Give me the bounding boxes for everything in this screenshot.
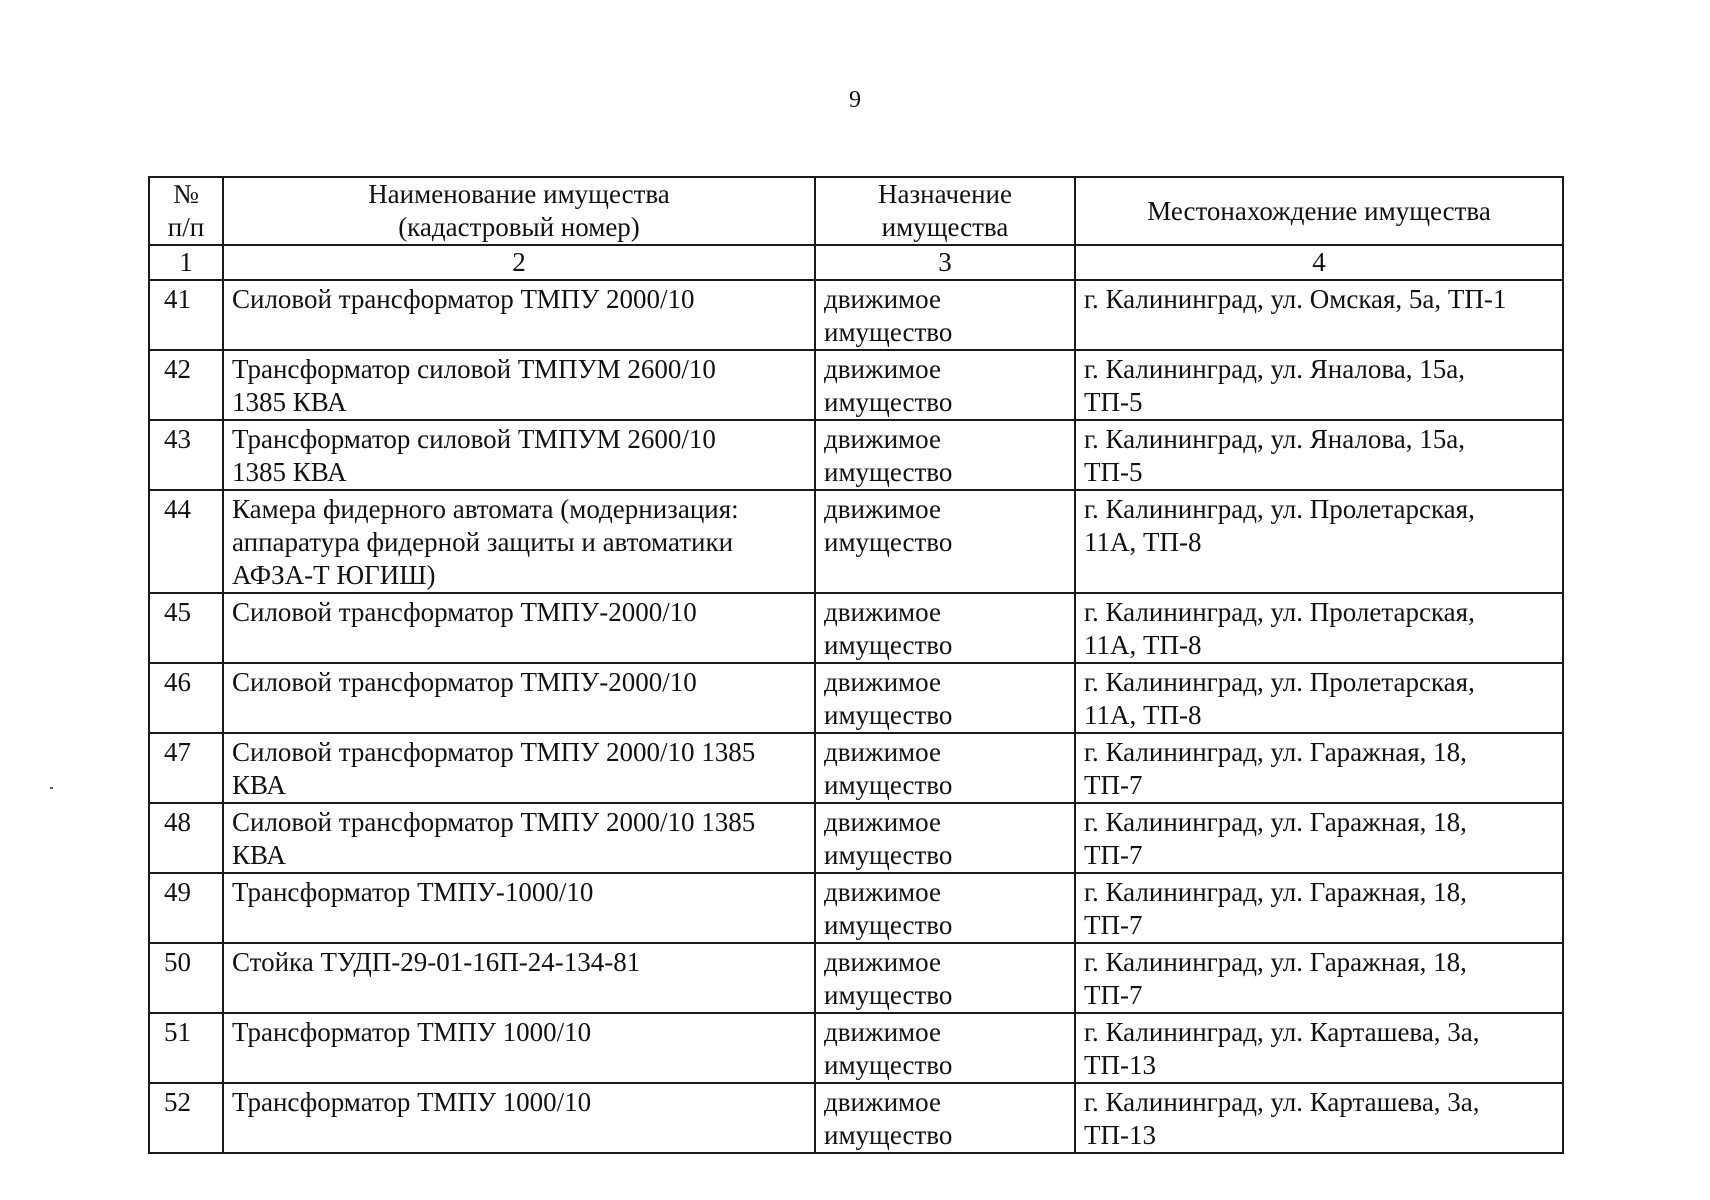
text-line: Силовой трансформатор ТМПУ-2000/10 <box>232 597 697 627</box>
property-table <box>148 176 1564 1154</box>
property-location <box>1075 490 1563 593</box>
text-line: АФЗА-Т ЮГИШ) <box>232 560 436 590</box>
text-line: г. Калининград, ул. Карташева, 3а, <box>1084 1087 1480 1117</box>
column-number: 1 <box>149 245 223 280</box>
row-number: 49 <box>149 873 223 943</box>
text-line: ТП-5 <box>1084 457 1143 487</box>
property-purpose <box>815 420 1075 490</box>
text-line: Трансформатор силовой ТМПУМ 2600/10 <box>232 424 716 454</box>
text-line: имущество <box>824 457 953 487</box>
text-line: г. Калининград, ул. Гаражная, 18, <box>1084 877 1467 907</box>
property-name <box>223 873 815 943</box>
table-row <box>149 490 1563 593</box>
column-number: 3 <box>815 245 1075 280</box>
text-line: г. Калининград, ул. Яналова, 15а, <box>1084 354 1466 384</box>
header-name-line: Наименование имущества <box>368 179 670 209</box>
table-row <box>149 663 1563 733</box>
text-line: КВА <box>232 770 286 800</box>
text-line: движимое <box>824 424 941 454</box>
row-number: 45 <box>149 593 223 663</box>
table-row <box>149 803 1563 873</box>
text-line: Трансформатор ТМПУ-1000/10 <box>232 877 594 907</box>
text-line: 11А, ТП-8 <box>1084 527 1202 557</box>
property-purpose <box>815 873 1075 943</box>
text-line: ТП-13 <box>1084 1120 1156 1150</box>
header-num-line: п/п <box>167 212 205 242</box>
row-number: 43 <box>149 420 223 490</box>
header-num <box>149 177 223 245</box>
table-row <box>149 593 1563 663</box>
column-number: 4 <box>1075 245 1563 280</box>
text-line: движимое <box>824 354 941 384</box>
text-line: Стойка ТУДП-29-01-16П-24-134-81 <box>232 947 641 977</box>
property-name <box>223 663 815 733</box>
property-purpose <box>815 943 1075 1013</box>
property-purpose <box>815 803 1075 873</box>
property-location <box>1075 593 1563 663</box>
text-line: Силовой трансформатор ТМПУ 2000/10 <box>232 284 695 314</box>
text-line: ТП-13 <box>1084 1050 1156 1080</box>
text-line: Трансформатор силовой ТМПУМ 2600/10 <box>232 354 716 384</box>
text-line: г. Калининград, ул. Пролетарская, <box>1084 597 1475 627</box>
property-purpose <box>815 490 1075 593</box>
property-name <box>223 350 815 420</box>
text-line: движимое <box>824 284 941 314</box>
property-location <box>1075 350 1563 420</box>
property-purpose <box>815 593 1075 663</box>
row-number: 44 <box>149 490 223 593</box>
text-line: КВА <box>232 840 286 870</box>
row-number: 47 <box>149 733 223 803</box>
text-line: движимое <box>824 1087 941 1117</box>
text-line: Трансформатор ТМПУ 1000/10 <box>232 1087 592 1117</box>
text-line: ТП-7 <box>1084 840 1143 870</box>
header-location-line: Местонахождение имущества <box>1147 195 1491 226</box>
property-purpose <box>815 280 1075 350</box>
table-row <box>149 943 1563 1013</box>
text-line: Трансформатор ТМПУ 1000/10 <box>232 1017 592 1047</box>
text-line: движимое <box>824 737 941 767</box>
header-name <box>223 177 815 245</box>
text-line: имущество <box>824 387 953 417</box>
text-line: Силовой трансформатор ТМПУ 2000/10 1385 <box>232 737 756 767</box>
table-row <box>149 280 1563 350</box>
text-line: Силовой трансформатор ТМПУ 2000/10 1385 <box>232 807 756 837</box>
scan-speck <box>50 787 53 789</box>
text-line: имущество <box>824 840 953 870</box>
property-location <box>1075 1083 1563 1153</box>
row-number: 48 <box>149 803 223 873</box>
text-line: г. Калининград, ул. Гаражная, 18, <box>1084 947 1467 977</box>
table-row <box>149 873 1563 943</box>
text-line: движимое <box>824 947 941 977</box>
row-number: 46 <box>149 663 223 733</box>
text-line: г. Калининград, ул. Пролетарская, <box>1084 494 1475 524</box>
property-name <box>223 1013 815 1083</box>
column-number: 2 <box>223 245 815 280</box>
header-purpose-line: имущества <box>881 212 1009 242</box>
text-line: ТП-7 <box>1084 980 1143 1010</box>
text-line: ТП-7 <box>1084 910 1143 940</box>
property-name <box>223 593 815 663</box>
column-number-row <box>149 245 1563 280</box>
table-row <box>149 1013 1563 1083</box>
text-line: г. Калининград, ул. Гаражная, 18, <box>1084 807 1467 837</box>
table-row <box>149 733 1563 803</box>
text-line: аппаратура фидерной защиты и автоматики <box>232 527 734 557</box>
property-purpose <box>815 733 1075 803</box>
text-line: имущество <box>824 910 953 940</box>
header-row <box>149 177 1563 245</box>
table-row <box>149 350 1563 420</box>
row-number: 50 <box>149 943 223 1013</box>
property-purpose <box>815 1013 1075 1083</box>
property-location <box>1075 733 1563 803</box>
text-line: движимое <box>824 494 941 524</box>
text-line: Силовой трансформатор ТМПУ-2000/10 <box>232 667 697 697</box>
table-row <box>149 1083 1563 1153</box>
property-location <box>1075 280 1563 350</box>
header-num-line: № <box>173 179 199 209</box>
property-purpose <box>815 350 1075 420</box>
text-line: движимое <box>824 877 941 907</box>
text-line: Камера фидерного автомата (модернизация: <box>232 494 739 524</box>
text-line: имущество <box>824 700 953 730</box>
text-line: движимое <box>824 1017 941 1047</box>
text-line: имущество <box>824 1120 953 1150</box>
text-line: движимое <box>824 667 941 697</box>
table-row <box>149 420 1563 490</box>
property-purpose <box>815 1083 1075 1153</box>
text-line: ТП-5 <box>1084 387 1143 417</box>
property-location <box>1075 1013 1563 1083</box>
property-name <box>223 280 815 350</box>
text-line: имущество <box>824 527 953 557</box>
text-line: г. Калининград, ул. Пролетарская, <box>1084 667 1475 697</box>
header-name-line: (кадастровый номер) <box>398 212 640 242</box>
text-line: имущество <box>824 317 953 347</box>
text-line: ТП-7 <box>1084 770 1143 800</box>
text-line: 1385 КВА <box>232 387 347 417</box>
row-number: 42 <box>149 350 223 420</box>
header-location <box>1075 177 1563 245</box>
text-line: 11А, ТП-8 <box>1084 700 1202 730</box>
text-line: 11А, ТП-8 <box>1084 630 1202 660</box>
row-number: 52 <box>149 1083 223 1153</box>
text-line: г. Калининград, ул. Яналова, 15а, <box>1084 424 1466 454</box>
page-number: 9 <box>849 87 861 113</box>
property-location <box>1075 873 1563 943</box>
text-line: движимое <box>824 807 941 837</box>
text-line: имущество <box>824 630 953 660</box>
property-location <box>1075 663 1563 733</box>
property-name <box>223 943 815 1013</box>
text-line: движимое <box>824 597 941 627</box>
header-purpose <box>815 177 1075 245</box>
text-line: 1385 КВА <box>232 457 347 487</box>
text-line: имущество <box>824 1050 953 1080</box>
text-line: г. Калининград, ул. Омская, 5а, ТП-1 <box>1084 284 1507 314</box>
row-number: 41 <box>149 280 223 350</box>
header-purpose-line: Назначение <box>878 179 1012 209</box>
property-name <box>223 733 815 803</box>
text-line: г. Калининград, ул. Гаражная, 18, <box>1084 737 1467 767</box>
text-line: г. Калининград, ул. Карташева, 3а, <box>1084 1017 1480 1047</box>
property-name <box>223 490 815 593</box>
row-number: 51 <box>149 1013 223 1083</box>
property-location <box>1075 803 1563 873</box>
text-line: имущество <box>824 770 953 800</box>
property-name <box>223 803 815 873</box>
property-name <box>223 1083 815 1153</box>
property-location <box>1075 420 1563 490</box>
property-name <box>223 420 815 490</box>
property-purpose <box>815 663 1075 733</box>
property-location <box>1075 943 1563 1013</box>
text-line: имущество <box>824 980 953 1010</box>
